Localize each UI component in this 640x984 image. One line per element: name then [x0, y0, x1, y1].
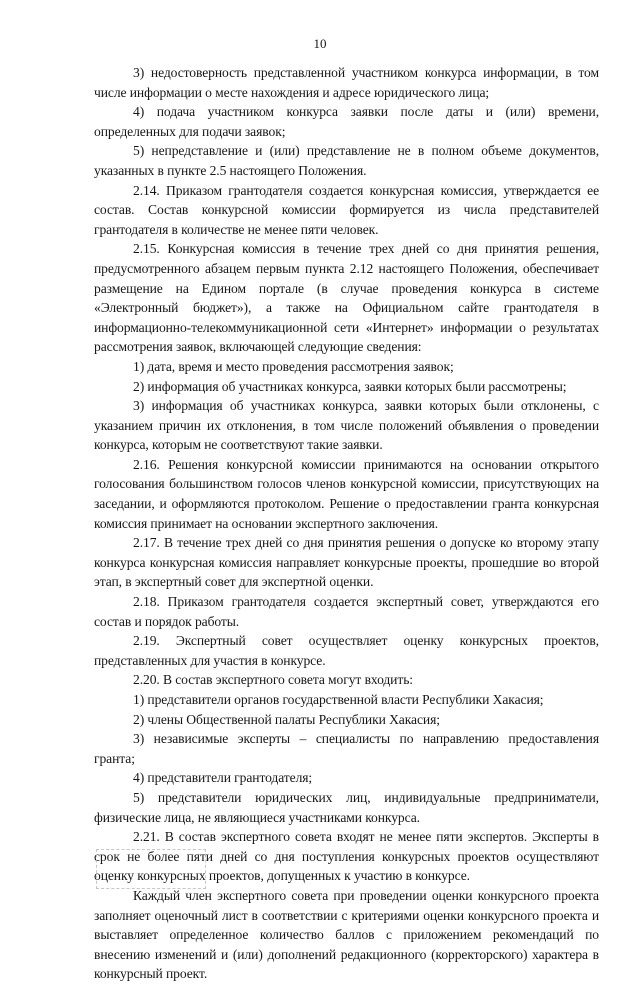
paragraph: 2) члены Общественной палаты Республики Хакасия;	[133, 711, 440, 727]
paragraph: 3) информация об участниках конкурса, заявки которых были отклонены, с указанием причин их отклонения, в том числе положений объявления о проведении конкурса, которым не соответствуют такие заявки.	[94, 398, 599, 453]
paragraph: 2.15. Конкурсная комиссия в течение трех дней со дня принятия решения, предусмотренного абзацем первым пункта 2.12 настоящего Положения, обеспечивает размещение на Едином портале (в случае проведения конкурса в системе «Электронный бюджет»), а также на Официальном сайте грантодателя в информационно-телекоммуникационной сети «Интернет» информации о результатах рассмотрения заявок, включающей следующие сведения:	[94, 241, 599, 355]
paragraph: 5) непредставление и (или) представление не в полном объеме документов, указанных в пункте 2.5 настоящего Положения.	[94, 143, 599, 178]
paragraph: 3) недостоверность представленной участником конкурса информации, в том числе информации о месте нахождения и адресе юридического лица;	[94, 65, 599, 100]
paragraph: 2.18. Приказом грантодателя создается экспертный совет, утверждаются его состав и порядок работы.	[94, 594, 599, 629]
paragraph: 1) представители органов государственной власти Республики Хакасия;	[133, 692, 544, 707]
page-number: 10	[313, 36, 327, 51]
paragraph: 3) независимые эксперты – специалисты по направлению предоставления гранта;	[94, 731, 599, 766]
paragraph: 4) представители грантодателя;	[133, 770, 313, 786]
paragraph: Каждый член экспертного совета при проведении оценки конкурсного проекта заполняет оценочный лист в соответствии с критериями оценки конкурсного проекта и выставляет определенное количество баллов с приложением рекомендаций по внесению изменений и (или) дополнений редакционного (корректорского) характера в конкурсный проект.	[94, 887, 599, 982]
document-body	[94, 63, 599, 984]
paragraph: 1) дата, время и место проведения рассмотрения заявок;	[133, 358, 454, 374]
paragraph: 5) представители юридических лиц, индивидуальные предприниматели, физические лица, не являющиеся участниками конкурса.	[94, 789, 599, 825]
paragraph: 2) информация об участниках конкурса, заявки которых были рассмотрены;	[133, 378, 567, 394]
paragraph: 2.20. В состав экспертного совета могут входить:	[133, 672, 413, 688]
paragraph: 2.17. В течение трех дней со дня принятия решения о допуске ко второму этапу конкурса конкурсная комиссия направляет конкурсные проекты, прошедшие во второй этап, в экспертный совет для экспертной оценки.	[94, 535, 599, 590]
paragraph: 2.14. Приказом грантодателя создается конкурсная комиссия, утверждается ее состав. Состав конкурсной комиссии формируется из числа представителей грантодателя в количестве не менее пяти человек.	[94, 182, 599, 237]
paragraph: 2.21. В состав экспертного совета входят не менее пяти экспертов. Эксперты в срок не более пяти дней со дня поступления конкурсных проектов осуществляют оценку конкурсных проектов, допущенных к участию в конкурсе.	[94, 829, 599, 884]
paragraph: 2.16. Решения конкурсной комиссии принимаются на основании открытого голосования большинством голосов членов конкурсной комиссии, присутствующих на заседании, и оформляются протоколом. Решение о предоставлении гранта конкурсная комиссия принимает на основании экспертного заключения.	[94, 456, 599, 531]
paragraph: 2.19. Экспертный совет осуществляет оценку конкурсных проектов, представленных для участия в конкурсе.	[94, 633, 599, 668]
document-stamp	[96, 849, 206, 889]
paragraph: 4) подача участником конкурса заявки после даты и (или) времени, определенных для подачи заявок;	[94, 104, 599, 139]
